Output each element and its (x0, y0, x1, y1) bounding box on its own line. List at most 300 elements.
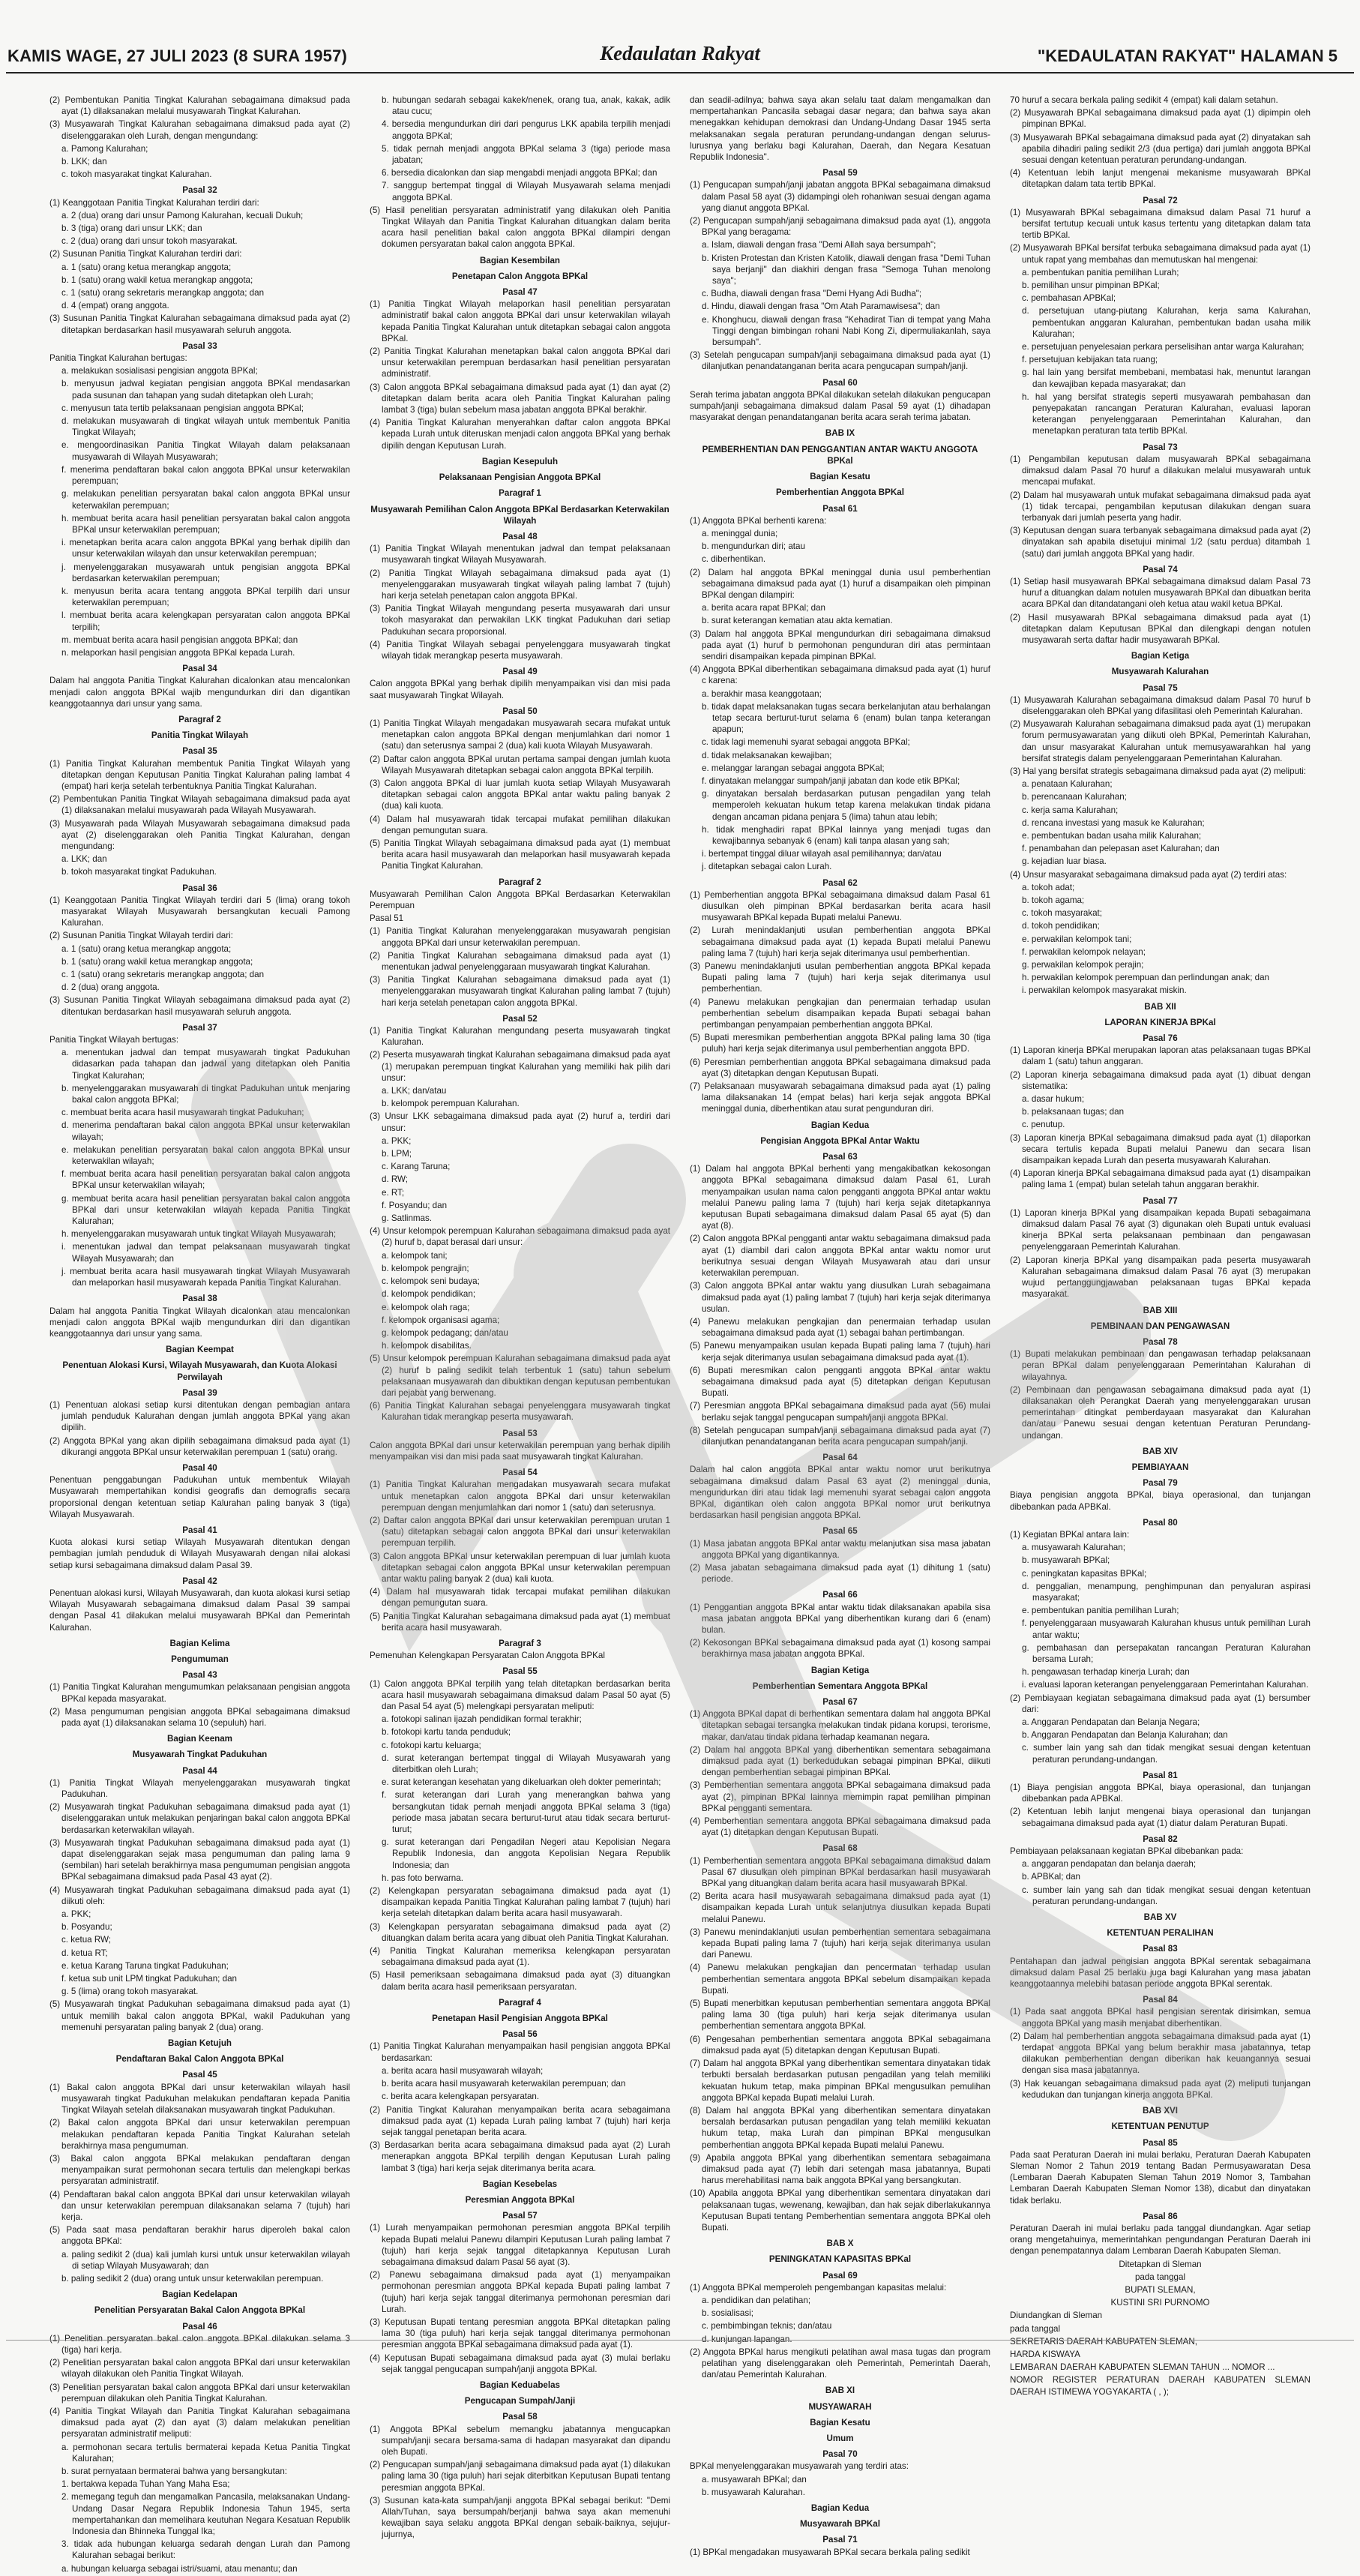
paragraph: h. menyelenggarakan musyawarah untuk tingkat Wilayah Musyawarah; (61, 1229, 337, 1240)
paragraph: d. melakukan musyawarah di tingkat wilayah untuk membentuk Panitia Tingkat Wilayah; (61, 416, 350, 438)
paragraph: b. kelompok perempuan Kalurahan. (382, 1099, 520, 1109)
paragraph: (6) Panitia Tingkat Kalurahan sebagai penyelenggara musyawarah tingkat Kalurahan tidak merangkap peserta musyawarah. (370, 1401, 670, 1423)
section-heading: Pasal 68 (822, 1843, 858, 1854)
paragraph: (3) Hal yang bersifat strategis sebagaimana dimaksud pada ayat (2) meliputi: (1010, 766, 1307, 776)
paragraph: c. 1 (satu) orang sekretaris merangkap anggota; dan (61, 970, 265, 980)
paragraph: h. membuat berita acara hasil penelitian persyaratan bakal calon anggota BPKal unsur keterwakilan perempuan; (61, 513, 350, 535)
paragraph: c. pembimbingan teknis; dan/atau (702, 2321, 832, 2332)
paragraph: g. Satlinmas. (382, 1213, 433, 1224)
section-heading: Pasal 59 (822, 168, 858, 178)
section-heading: Pengumuman (171, 1654, 229, 1664)
paragraph: (2) Masa pengumuman pengisian anggota BPKal sebagaimana dimaksud pada ayat (1) dilaksanakan selama 10 (sepuluh) hari. (49, 1706, 350, 1728)
paragraph: (3) Panewu menindaklanjuti usulan pemberhentian anggota BPKal kepada Bupati paling lama 7 (tujuh) hari kerja sejak diterimanya usul pemberhentian. (690, 961, 990, 994)
paragraph: (1) Calon anggota BPKal terpilih yang telah ditetapkan berdasarkan berita acara hasil musyawarah sebagaimana dimaksud dalam Pasal 50 ayat (5) dan Pasal 54 ayat (5) melengkapi persyaratan meliputi: (370, 1678, 670, 1711)
paragraph: (6) Peresmian pemberhentian anggota BPKal sebagaimana dimaksud pada ayat (3) ditetapkan dengan Keputusan Bupati. (690, 1057, 990, 1078)
section-heading: Pasal 80 (1143, 1517, 1178, 1528)
column-4 (1010, 94, 1311, 2576)
paragraph: (5) Unsur kelompok perempuan Kalurahan sebagaimana dimaksud pada ayat (2) huruf b paling sedikit telah terbentuk 1 (satu) tahun sebelum pelaksanaan musyawarah dan dibuktikan dengan keputusan pembentukan dari pejabat yang berwenang. (370, 1354, 670, 1398)
paragraph: a. pendidikan dan pelatihan; (702, 2295, 811, 2305)
section-heading: PENINGKATAN KAPASITAS BPKal (768, 2254, 912, 2265)
paragraph: Panitia Tingkat Kalurahan bertugas: (49, 353, 187, 364)
section-heading: Pasal 47 (502, 287, 538, 298)
section-heading: Pasal 37 (182, 1022, 217, 1033)
section-heading: Bagian Ketiga (1131, 651, 1190, 661)
section-heading: PEMBERHENTIAN DAN PENGGANTIAN ANTAR WAKTU ANGGOTA BPKal (702, 444, 978, 466)
paragraph: (1) Anggota BPKal dapat di berhentikan sementara dalam hal anggota BPKal ditetapkan sebagai tersangka melakukan tindak pidana korupsi, terorisme, makar, dan/atau tindak pidana terhadap keamanan negara. (690, 1709, 990, 1742)
paragraph: (1) Panitia Tingkat Kalurahan menyelenggarakan musyawarah pengisian anggota BPKal dari unsur keterwakilan perempuan. (370, 926, 670, 948)
paragraph: d. kunjungan lapangan. (702, 2334, 792, 2344)
paragraph: HARDA KISWAYA (1010, 2349, 1080, 2359)
paragraph: (3) Susunan Panitia Tingkat Kalurahan sebagaimana dimaksud pada ayat (2) ditetapkan berdasarkan hasil musyawarah seluruh anggota. (49, 313, 350, 335)
paragraph: (3) Dalam hal anggota BPKal mengundurkan diri sebagaimana dimaksud pada ayat (1) huruf b permohonan pengunduran diri atas permintaan sendiri disampaikan kepada pimpinan BPKal. (690, 628, 990, 661)
paragraph: (4) Panitia Tingkat Wilayah dan Panitia Tingkat Kalurahan sebagaimana dimaksud pada ayat (2) dan ayat (3) dalam melakukan penelitian persyaratan administratif meliputi: (49, 2406, 350, 2440)
section-heading: Penelitian Persyaratan Bakal Calon Anggota BPKal (94, 2305, 306, 2316)
section-heading: KETENTUAN PERALIHAN (1107, 1928, 1214, 1939)
paragraph: Pada saat Peraturan Daerah ini mulai berlaku, Peraturan Daerah Kabupaten Sleman Nomor 2 Tahun 2019 tentang Badan Permusyawaratan Desa (Lembaran Daerah Kabupaten Sleman Tahun 2019 Nomor 3, Tambahan Lembaran Daerah Kabupaten Sleman Nomor 138), dicabut dan dinyatakan tidak berlaku. (1010, 2149, 1311, 2206)
section-heading: PEMBIAYAAN (1131, 1462, 1189, 1472)
paragraph: (2) Panitia Tingkat Kalurahan menetapkan bakal calon anggota BPKal dari unsur keterwakilan perempuan berdasarkan hasil penelitian persyaratan administratif. (370, 346, 670, 379)
section-heading: Pasal 62 (822, 877, 858, 888)
paragraph: c. peningkatan kapasitas BPKal; (1022, 1568, 1147, 1579)
section-heading: Bagian Kesembilan (480, 255, 560, 265)
paragraph: g. kelompok pedagang; dan/atau (382, 1327, 508, 1338)
paragraph: d. ketua RT; (61, 1948, 108, 1958)
paragraph: (4) Musyawarah tingkat Padukuhan sebagaimana dimaksud pada ayat (1) diikuti oleh: (49, 1885, 350, 1906)
paragraph: (1) Bupati melakukan pembinaan dan pengawasan terhadap pelaksanaan peran BPKal dalam penyelenggaraan Pemerintahan Kalurahan di wilayahnya. (1010, 1349, 1311, 1382)
section-heading: Pengucapan Sumpah/Janji (464, 2396, 576, 2407)
section-heading: Bagian Kesepuluh (481, 456, 559, 466)
paragraph: h. pengawasan terhadap kinerja Lurah; dan (1022, 1667, 1190, 1678)
paragraph: a. melakukan sosialisasi pengisian anggota BPKal; (61, 366, 258, 376)
paragraph: dan seadil-adilnya; bahwa saya akan selalu taat dalam mengamalkan dan mempertahankan Pancasila sebagai dasar negara; dan bahwa saya akan menegakkan kehidupan demokrasi dan Undang-Undang Dasar 1945 serta melaksanakan segala peraturan perundang-undangan dengan selurus-lurusnya yang berlaku bagi Kalurahan, Daerah, dan Negara Kesatuan Republik Indonesia". (690, 95, 990, 163)
paragraph: c. 1 (satu) orang sekretaris merangkap anggota; dan (61, 288, 265, 298)
paragraph: (2) Berita acara hasil musyawarah sebagaimana dimaksud pada ayat (1) disampaikan kepada Lurah untuk selanjutnya diusulkan kepada Bupati melalui Panewu. (690, 1891, 990, 1924)
section-heading: Pemberhentian Anggota BPKal (776, 487, 904, 498)
paragraph: (1) Lurah menyampaikan permohonan peresmian anggota BPKal terpilih kepada Bupati melalui Panewu dilampiri Keputusan Lurah paling lambat 7 (tujuh) hari kerja sejak tanggal ditetapkannya Keputusan Lurah sebagaimana dimaksud dalam Pasal 56 ayat (3). (370, 2223, 670, 2267)
paragraph: g. pembahasan dan persepakatan rancangan Peraturan Kalurahan bersama Lurah; (1022, 1642, 1311, 1664)
paragraph: h. kelompok disabilitas. (382, 1341, 472, 1351)
paragraph: c. tokoh masyarakat; (1022, 908, 1102, 919)
section-heading: Peresmian Anggota BPKal (465, 2194, 575, 2205)
paragraph: c. membuat berita acara hasil musyawarah tingkat Padukuhan; (61, 1108, 304, 1118)
paragraph: a. anggaran pendapatan dan belanja daerah; (1022, 1859, 1197, 1870)
paragraph: d. 4 (empat) orang anggota. (61, 301, 169, 311)
paragraph: (2) Calon anggota BPKal pengganti antar waktu sebagaimana dimaksud pada ayat (1) diambil dari calon anggota BPKal antar waktu nomor urut berikutnya sesuai dengan Wilayah Musyawarah atau dari unsur keterwakilan perempuan. (690, 1234, 990, 1279)
paragraph: (1) Penelitian persyaratan bakal calon anggota BPKal dilakukan selama 3 (tiga) hari kerja. (49, 2333, 350, 2355)
paragraph: e. persetujuan penyelesaian perkara perselisihan antar warga Kalurahan; (1022, 342, 1305, 352)
paragraph: (4) Pendaftaran bakal calon anggota BPKal dari unsur keterwakilan wilayah dan unsur keterwakilan perempuan dilaksanakan selama 7 (tujuh) hari kerja. (49, 2189, 350, 2222)
paragraph: e. melakukan penelitian persyaratan bakal calon anggota BPKal unsur keterwakilan wilayah; (61, 1144, 350, 1167)
paragraph: b. tokoh agama; (1022, 895, 1085, 905)
paragraph: k. menyusun berita acara tentang anggota BPKal terpilih dari unsur keterwakilan perempuan; (61, 586, 350, 608)
paragraph: (4) Keputusan Bupati sebagaimana dimaksud pada ayat (3) mulai berlaku sejak tanggal pengucapan sumpah/janji anggota BPKal. (370, 2353, 670, 2374)
paragraph: e. ketua Karang Taruna tingkat Padukuhan; (61, 1960, 229, 1971)
paragraph: (2) Susunan Panitia Tingkat Wilayah terdiri dari: (49, 931, 233, 941)
paragraph: g. perwakilan kelompok perajin; (1022, 960, 1144, 970)
section-heading: BAB IX (825, 428, 855, 439)
section-heading: Bagian Kesebelas (482, 2179, 558, 2189)
paragraph: c. kelompok seni budaya; (382, 1276, 480, 1287)
paragraph: (3) Pemberhentian sementara anggota BPKal sebagaimana dimaksud pada ayat (2), pimpinan BPKal lainnya memimpin rapat pemilihan pimpinan BPKal pengganti sementara. (690, 1780, 990, 1813)
paragraph: (2) Masa jabatan sebagaimana dimaksud pada ayat (1) dihitung 1 (satu) periode. (690, 1562, 990, 1585)
paragraph: (1) Laporan kinerja BPKal yang disampaikan kepada Bupati sebagaimana dimaksud dalam Pasal 76 ayat (3) digunakan oleh Bupati untuk evaluasi kinerja BPKal serta pelaksanaan pembinaan dan pengawasan penyelenggaraan Pemerintah Kalurahan. (1010, 1207, 1311, 1252)
section-heading: Musyawarah Kalurahan (1111, 667, 1209, 677)
column-1 (49, 94, 350, 2576)
paragraph: a. LKK; dan/atau (382, 1086, 447, 1096)
paragraph: Serah terima jabatan anggota BPKal dilakukan setelah dilakukan pengucapan sumpah/janji sebagaimana dimaksud dalam Pasal 59 ayat (1) dihadapan masyarakat dengan penandatanganan berita acara serah terima jabatan. (690, 389, 990, 423)
section-heading: Pasal 84 (1143, 1995, 1178, 2005)
article-columns (49, 94, 1311, 2574)
paragraph: pada tanggal (1134, 2272, 1186, 2282)
paragraph: (3) Musyawarah Tingkat Kalurahan sebagaimana dimaksud pada ayat (2) diselenggarakan oleh Lurah, dengan mengundang: (49, 119, 350, 141)
paragraph: f. kelompok organisasi agama; (382, 1315, 500, 1325)
section-heading: Pasal 66 (822, 1590, 858, 1600)
paragraph: b. menyusun jadwal kegiatan pengisian anggota BPKal mendasarkan pada susunan dan tahapan yang sudah ditetapkan oleh Lurah; (61, 379, 350, 400)
paragraph: (6) Pengesahan pemberhentian sementara anggota BPKal sebagaimana dimaksud pada ayat (5) ditetapkan dengan Keputusan Bupati. (690, 2034, 990, 2056)
paragraph: (5) Panewu menyampaikan usulan kepada Bupati paling lama 7 (tujuh) hari kerja sejak diterimanya usulan sebagaimana dimaksud pada ayat (1). (690, 1341, 990, 1363)
paragraph: (3) Calon anggota BPKal unsur keterwakilan perempuan di luar jumlah kuota ditetapkan sebagai calon anggota BPKal unsur keterwakilan perempuan antar waktu paling banyak 2 (dua) kali kuota. (370, 1551, 670, 1584)
paragraph: (3) Susunan Panitia Tingkat Wilayah sebagaimana dimaksud pada ayat (2) ditentukan berdasarkan hasil musyawarah seluruh anggota. (49, 995, 350, 1017)
paragraph: (2) Daftar calon anggota BPKal urutan pertama sampai dengan jumlah kuota Wilayah Musyawarah ditetapkan sebagai calon anggota BPKal terpilih. (370, 754, 670, 775)
paragraph: Penentuan alokasi kursi, Wilayah Musyawarah, dan kuota alokasi kursi setiap Wilayah Musyawarah sebagaimana dimaksud dalam Pasal 39 sampai dengan Pasal 41 dilakukan melalui musyawarah BPKal dan Pemerintah Kalurahan. (49, 1588, 350, 1633)
section-heading: Pasal 34 (182, 664, 217, 674)
paragraph: Biaya pengisian anggota BPKal, biaya operasional, dan tunjangan dibebankan pada APBKal. (1010, 1490, 1311, 1512)
paragraph: 5. tidak pernah menjadi anggota BPKal selama 3 (tiga) periode masa jabatan; (382, 143, 670, 166)
section-heading: Pasal 48 (502, 531, 538, 541)
paragraph: Kuota alokasi kursi setiap Wilayah Musyawarah ditentukan dengan pembagian jumlah penduduk di Wilayah Musyawarah dengan nilai alokasi setiap kursi sebagaimana dimaksud dalam Pasal 39. (49, 1537, 350, 1570)
paragraph: b. pelaksanaan tugas; dan (1022, 1107, 1125, 1117)
paragraph: (4) Panewu melakukan pengkajian dan penermaian terhadap usulan sebagaimana dimaksud pada ayat (1) sebagai bahan pertimbangan. (690, 1316, 990, 1339)
paragraph: (2) Pengucapan sumpah/janji sebagaimana dimaksud pada ayat (1), anggota BPKal yang beragama: (690, 216, 990, 238)
paragraph: n. melaporkan hasil pengisian anggota BPKal kepada Lurah. (61, 647, 295, 658)
paragraph: (1) Biaya pengisian anggota BPKal, biaya operasional, dan tunjangan dibebankan pada APBKal. (1010, 1783, 1311, 1804)
paragraph: a. menentukan jadwal dan tempat musyawarah tingkat Padukuhan didasarkan pada tahapan dan jadwal yang ditetapkan oleh Panitia Tingkat Kalurahan; (61, 1048, 350, 1081)
paragraph: 6. bersedia dicalonkan dan siap mengabdi menjadi anggota BPKal; dan (382, 168, 658, 178)
paragraph: (3) Keputusan dengan suara terbanyak sebagaimana dimaksud pada ayat (2) dinyatakan sah apabila disetujui minimal 1/2 (satu perdua) ditambah 1 (satu) dari jumlah anggota BPKal yang hadir. (1010, 526, 1311, 559)
paragraph: d. penggalian, menampung, penghimpunan dan penyaluran aspirasi masyarakat; (1022, 1581, 1311, 1603)
paragraph: h. pas foto berwarna. (382, 1873, 463, 1883)
paragraph: d. persetujuan utang-piutang Kalurahan, kerja sama Kalurahan, pembentukan anggaran Kalurahan, pembentukan badan usaha milik Kalurahan; (1022, 306, 1311, 339)
paragraph: (2) Musyawarah tingkat Padukuhan sebagaimana dimaksud pada ayat (1) diselenggarakan untuk melakukan penjaringan bakal calon anggota BPKal berdasarkan keterwakilan wilayah. (49, 1802, 350, 1835)
paragraph: e. melanggar larangan sebagai anggota BPKal; (702, 763, 885, 773)
section-heading: Pasal 40 (182, 1462, 217, 1473)
paragraph: Pasal 51 (370, 913, 404, 924)
section-heading: Pasal 42 (182, 1576, 217, 1586)
paragraph: a. 1 (satu) orang ketua merangkap anggota; (61, 262, 232, 272)
paragraph: Penentuan penggabungan Padukuhan untuk membentuk Wilayah Musyawarah mempertahikan kondisi geografis dan demografis secara proporsional dengan ketentuan setiap Kalurahan paling banyak 3 (tiga) Wilayah Musyawarah. (49, 1475, 350, 1519)
section-heading: Pasal 58 (502, 2412, 538, 2422)
section-heading: Pasal 54 (502, 1468, 538, 1478)
footer-rule (6, 2340, 1354, 2341)
section-heading: Pasal 75 (1143, 682, 1178, 693)
paragraph: b. menyelenggarakan musyawarah di tingkat Padukuhan untuk menjaring bakal calon anggota BPKal; (61, 1083, 350, 1105)
paragraph: (7) Peresmian anggota BPKal sebagaimana dimaksud pada ayat (56) mulai berlaku sejak tanggal pengucapan sumpah/janji anggota BPKal. (690, 1401, 990, 1423)
paragraph: (4) Ketentuan lebih lanjut mengenai mekanisme musyawarah BPKal ditetapkan dalam tata tertib BPKal. (1010, 168, 1311, 190)
paragraph: (3) Musyawarah pada Wilayah Musyawarah sebagaimana dimaksud pada ayat (2) diselenggarakan oleh Panitia Tingkat Kalurahan, dengan mengundang: (49, 818, 350, 851)
paragraph: e. pembentukan badan usaha milik Kalurahan; (1022, 830, 1202, 841)
paragraph: b. hubungan sedarah sebagai kakek/nenek, orang tua, anak, kakak, adik atau cucu; (382, 95, 670, 117)
paragraph: (3) Setelah pengucapan sumpah/janji sebagaimana dimaksud pada ayat (1) dilanjutkan penandatanganan berita acara pengucapan sumpah/janji. (690, 350, 990, 372)
section-heading: Pasal 73 (1143, 442, 1178, 452)
paragraph: (2) Laporan kinerja BPKal yang disampaikan pada peserta musyawarah Kalurahan sebagaimana dimaksud dalam Pasal 76 ayat (3) merupakan wujud pertanggungjawaban pelaksanaan tugas BPKal kepada masyarakat. (1010, 1255, 1311, 1300)
paragraph: b. sosialisasi; (702, 2308, 753, 2319)
section-heading: Pasal 41 (182, 1525, 217, 1535)
paragraph: i. menentukan jadwal dan tempat pelaksanaan musyawarah tingkat Wilayah Musyawarah; dan (61, 1242, 350, 1264)
paragraph: h. perwakilan kelompok perempuan dan perlindungan anak; dan (1022, 973, 1270, 983)
paragraph: (5) Hasil penelitian persyaratan administratif yang dilakukan oleh Panitia Tingkat Wilayah dan Panitia Tingkat Kalurahan dituangkan dalam berita acara hasil penelitian bakal calon anggota BPKal dilampiri dengan dokumen persyaratan bakal calon anggota BPKal. (370, 205, 670, 250)
paragraph: e. Khonghucu, diawali dengan frasa "Kehadirat Tian di tempat yang Maha Tinggi dengan bimbingan rohani Nabi Kong Zi, dipermuliakanlah, saya bersumpah". (702, 314, 990, 348)
paragraph: b. pemilihan unsur pimpinan BPKal; (1022, 280, 1160, 291)
paragraph: g. melakukan penelitian persyaratan bakal calon anggota BPKal unsur keterwakilan perempuan; (61, 489, 350, 511)
paragraph: (1) Musyawarah BPKal sebagaimana dimaksud dalam Pasal 71 huruf a bersifat tertutup kecuali untuk kasus tertentu yang ditetapkan dalam tata tertib BPKal. (1010, 207, 1311, 241)
paragraph: a. fotokopi salinan ijazah pendidikan formal terakhir; (382, 1714, 582, 1725)
paragraph: g. kejadian luar biasa. (1022, 856, 1107, 867)
paragraph: b. surat keterangan kematian atau akta kematian. (702, 616, 893, 626)
paragraph: LEMBARAN DAERAH KABUPATEN SLEMAN TAHUN ... NOMOR ... (1010, 2362, 1275, 2373)
section-heading: Pasal 32 (182, 185, 217, 196)
section-heading: Pasal 43 (182, 1670, 217, 1681)
paragraph: (3) Panewu menindaklanjuti usulan pemberhentian sementara sebagaimana kepada Bupati paling lama 7 (tujuh) hari kerja sejak diterimanya usulan dari Panewu. (690, 1927, 990, 1960)
paragraph: 2. memegang teguh dan mengamalkan Pancasila, melaksanakan Undang-Undang Dasar Negara Republik Indonesia Tahun 1945, serta mempertahankan dan memelihara keutuhan Negara Kesatuan Republik Indonesia dan Bhinneka Tunggal Ika; (61, 2492, 350, 2536)
paragraph: (3) Unsur LKK sebagaimana dimaksud pada ayat (2) huruf a, terdiri dari unsur: (370, 1111, 670, 1133)
section-heading: Umum (826, 2433, 854, 2443)
paragraph: 4. bersedia mengundurkan diri dari pengurus LKK apabila terpilih menjadi anggota BPKal; (382, 119, 670, 141)
paragraph: (5) Bupati menerbitkan keputusan pemberhentian sementara anggota BPKal paling lama 30 (tiga puluh) hari kerja sejak diterimanya usulan pemberhentian sementara anggota BPKal. (690, 1999, 990, 2032)
section-heading: Paragraf 3 (499, 1638, 541, 1648)
paragraph: pada tanggal (1010, 2323, 1061, 2334)
paragraph: (1) Musyawarah Kalurahan sebagaimana dimaksud dalam Pasal 70 huruf b diselenggarakan oleh BPKal yang difasilitasi oleh Pemerintah Kalurahan. (1010, 694, 1311, 716)
paragraph: (4) Unsur masyarakat sebagaimana dimaksud pada ayat (2) terdiri atas: (1010, 869, 1287, 880)
paragraph: (3) Kelengkapan persyaratan sebagaimana dimaksud pada ayat (2) dituangkan dalam berita acara yang dibuat oleh Panitia Tingkat Kalurahan. (370, 1921, 670, 1943)
paragraph: (1) Penentuan alokasi setiap kursi ditentukan dengan pembagian antara jumlah penduduk Kalurahan dengan jumlah anggota BPKal yang akan dipilih. (49, 1399, 350, 1433)
section-heading: Bagian Keempat (166, 1345, 234, 1355)
paragraph: (3) Berdasarkan berita acara sebagaimana dimaksud pada ayat (2) Lurah menerapkan anggota BPKal terpilih dengan Keputusan Lurah paling lambat 3 (tiga) hari kerja sejak diterimanya berita acara. (370, 2140, 670, 2173)
paragraph: (1) Penggantian anggota BPKal antar waktu tidak dilaksanakan apabila sisa masa jabatan anggota BPKal yang diberhentikan kurang dari 6 (enam) bulan. (690, 1602, 990, 1635)
paragraph: (4) Unsur kelompok perempuan Kalurahan sebagaimana dimaksud pada ayat (2) huruf b, dapat berasal dari unsur: (370, 1226, 670, 1248)
paragraph: c. Budha, diawali dengan frasa "Demi Hyang Adi Budha"; (702, 289, 922, 299)
paragraph: b. musyawarah Kalurahan. (702, 2487, 805, 2497)
paragraph: a. tokoh adat; (1022, 882, 1075, 892)
paragraph: (2) Anggota BPKal yang akan dipilih sebagaimana dimaksud pada ayat (1) dikurangi anggota BPKal unsur keterwakilan perempuan 1 (satu) orang. (49, 1435, 350, 1457)
paragraph: b. 1 (satu) orang wakil ketua merangkap anggota; (61, 274, 253, 285)
section-heading: Pasal 39 (182, 1387, 217, 1398)
paragraph: (2) Kelengkapan persyaratan sebagaimana dimaksud pada ayat (1) disampaikan kepada Panitia Tingkat Kalurahan paling lambat 7 (tujuh) hari kerja setelah ditetapkan dalam berita acara hasil musyawarah. (370, 1886, 670, 1919)
paragraph: a. meninggal dunia; (702, 528, 778, 538)
paragraph: c. pembahasan APBKal; (1022, 293, 1116, 304)
paragraph: Dalam hal calon anggota BPKal antar waktu nomor urut berikutnya sebagaimana dimaksud dalam Pasal 63 ayat (2) meninggal dunia, mengundurkan diri atau tidak lagi memenuhi syarat sebagai calon anggota BPKal, digantikan oleh calon anggota BPKal nomor urut berikutnya berdasarkan hasil pengisian anggota BPKal. (690, 1465, 990, 1521)
section-heading: KETENTUAN PENUTUP (1111, 2122, 1209, 2132)
paragraph: h. tidak menghadiri rapat BPKal lainnya yang menjadi tugas dan kewajibannya sebanyak 6 (enam) kali tanpa alasan yang sah; (702, 824, 990, 846)
paragraph: (3) Calon anggota BPKal sebagaimana dimaksud pada ayat (1) dan ayat (2) ditetapkan dalam berita acara oleh Panitia Tingkat Kalurahan paling lambat 3 (tiga) bulan sebelum masa jabatan anggota BPKal berakhir. (370, 382, 670, 415)
paragraph: (3) Hak keuangan sebagaimana dimaksud pada ayat (2) meliputi tunjangan kedudukan dan tunjangan kinerja anggota BPKal. (1010, 2078, 1311, 2100)
section-heading: Bagian Keduabelas (480, 2380, 560, 2390)
paragraph: (1) Anggota BPKal berhenti karena: (690, 515, 827, 526)
paragraph: (3) Susunan kata-kata sumpah/janji anggota BPKal sebagai berikut: "Demi Allah/Tuhan, saya bersumpah/berjanji bahwa saya akan memenuhi kewajiban saya selaku anggota BPKal dengan sebaik-baiknya, sejujur-jujurnya, (370, 2495, 670, 2540)
paragraph: a. musyawarah BPKal; dan (702, 2474, 807, 2485)
paragraph: (3) Laporan kinerja BPKal sebagaimana dimaksud pada ayat (1) dilaporkan secara tertulis kepada Bupati melalui Panewu dan secara lisan disampaikan kepada Lurah dan peserta musyawarah Kalurahan. (1010, 1132, 1311, 1166)
section-heading: Pasal 85 (1143, 2137, 1178, 2148)
paragraph: (5) Hasil pemeriksaan sebagaimana dimaksud pada ayat (3) dituangkan dalam berita acara hasil pemeriksaan persyaratan. (370, 1970, 670, 1992)
paragraph: a. Islam, diawali dengan frasa "Demi Allah saya bersumpah"; (702, 240, 936, 250)
paragraph: b. LKK; dan (61, 157, 107, 167)
section-heading: Pasal 64 (822, 1453, 858, 1463)
section-heading: Musyawarah Tingkat Padukuhan (132, 1750, 268, 1760)
section-heading: Penetapan Hasil Pengisian Anggota BPKal (432, 2014, 608, 2024)
paragraph: (3) Keputusan Bupati tentang peresmian anggota BPKal ditetapkan paling lama 30 (tiga puluh) hari kerja sejak tanggal diterimanya permohonan peresmian anggota BPKal sebagaimana dimaksud pada ayat (1). (370, 2317, 670, 2350)
paragraph: NOMOR REGISTER PERATURAN DAERAH KABUPATEN SLEMAN DAERAH ISTIMEWA YOGYAKARTA ( , ); (1010, 2375, 1311, 2397)
section-heading: Pasal 78 (1143, 1336, 1178, 1347)
paragraph: a. PKK; (382, 1135, 412, 1146)
paragraph: (2) Pengucapan sumpah/janji sebagaimana dimaksud pada ayat (1) dilakukan paling lama 30 (tiga puluh) hari sejak diterbitkan Keputusan Bupati tentang peresmian anggota BPKal. (370, 2460, 670, 2493)
paragraph: a. 2 (dua) orang dari unsur Pamong Kalurahan, kecuali Dukuh; (61, 210, 304, 220)
newspaper-logo: Kedaulatan Rakyat (600, 42, 760, 64)
issue-date: KAMIS WAGE, 27 JULI 2023 (8 SURA 1957) (7, 46, 348, 65)
paragraph: (1) Pada saat anggota BPKal hasil pengisian serentak dirisimkan, semua anggota BPKal yang masih menjabat diberhentikan. (1010, 2007, 1311, 2029)
paragraph: g. hal lain yang bersifat membebani, membatasi hak, menuntut larangan dan kewajiban kepada masyarakat; dan (1022, 367, 1311, 389)
paragraph: (5) Panitia Tingkat Wilayah sebagaimana dimaksud pada ayat (1) membuat berita acara hasil musyawarah dan melaporkan hasil musyawarah kepada Panitia Tingkat Kalurahan. (370, 838, 670, 871)
paragraph: (2) Pembinaan dan pengawasan sebagaimana dimaksud pada ayat (1) dilaksanakan oleh Perangkat Daerah yang menyelenggarakan urusan pemerintahan ditingkat pemberdayaan masyarakat dan Kalurahan dan/atau Panewu sesuai dengan ketentuan Peraturan Perundang-undangan. (1010, 1384, 1311, 1441)
paragraph: b. fotokopi kartu tanda penduduk; (382, 1727, 511, 1738)
paragraph: (1) Masa jabatan anggota BPKal antar waktu melanjutkan sisa masa jabatan anggota BPKal yang digantikannya. (690, 1538, 990, 1560)
paragraph: (2) Hasil musyawarah BPKal sebagaimana dimaksud pada ayat (1) ditetapkan dalam Keputusan BPKal dan dilengkapi dengan notulen musyawarah serta daftar hadir musyawarah BPKal. (1010, 612, 1311, 645)
paragraph: (7) Dalam hal anggota BPKal yang diberhentikan sementara dinyatakan tidak terbukti bersalah berdasarkan putusan pengadilan yang telah memiliki kekuatan hukum tetap, maka pimpinan BPKal mengusulkan pemulihan anggota BPKal kepada Bupati melalui Lurah. (690, 2059, 990, 2103)
section-heading: Pasal 74 (1143, 564, 1178, 574)
section-heading: Bagian Kesatu (810, 2417, 870, 2428)
paragraph: (1) Panitia Tingkat Wilayah mengadakan musyawarah secara mufakat untuk menetapkan calon anggota BPKal dengan menjumlahkan dari nomor 1 (satu) dan seterusnya sampai 2 (dua) kali kuota Wilayah Musyawarah. (370, 718, 670, 751)
paragraph: e. RT; (382, 1187, 405, 1198)
paragraph: 7. sanggup bertempat tinggal di Wilayah Musyawarah selama menjadi anggota BPKal. (382, 181, 670, 202)
section-heading: Pasal 56 (502, 2029, 538, 2040)
paragraph: a. berita acara rapat BPKal; dan (702, 603, 825, 613)
paragraph: b. APBKal; dan (1022, 1872, 1080, 1882)
section-heading: Pendaftaran Bakal Calon Anggota BPKal (115, 2054, 284, 2065)
paragraph: (9) Apabila anggota BPKal yang diberhentikan sementara sebagaimana dimaksud pada ayat (7) lebih dari setengah masa jabatannya, Bupati harus merehabilitasi nama baik anggota BPKal yang bersangkutan. (690, 2152, 990, 2186)
section-heading: Pasal 38 (182, 1294, 217, 1304)
section-heading: Pasal 81 (1143, 1770, 1178, 1780)
paragraph: j. ditetapkan sebagai calon Lurah. (702, 862, 832, 872)
paragraph: (2) Dalam hal pemberhentian anggota sebagaimana dimaksud pada ayat (1) terdapat anggota BPKal yang belum berakhir masa jabatannya, tetap dilakukan pemberhentian dengan diberikan hak keuangannya sesuai dengan sisa masa jabatannya. (1010, 2031, 1311, 2076)
section-heading: Pasal 60 (822, 377, 858, 388)
paragraph: b. tokoh masyarakat tingkat Padukuhan. (61, 867, 217, 877)
section-heading: Musyawarah BPKal (800, 2519, 880, 2530)
paragraph: g. dinyatakan bersalah berdasarkan putusan pengadilan yang telah memperoleh kekuatan hukum tetap karena melakukan tindak pidana dengan ancaman pidana penjara 5 (lima) tahun atau lebih; (702, 789, 990, 822)
paragraph: (1) Panitia Tingkat Kalurahan mengundang peserta musyawarah tingkat Kalurahan. (370, 1026, 670, 1048)
paragraph: Panitia Tingkat Wilayah bertugas: (49, 1035, 179, 1045)
section-heading: Paragraf 4 (499, 1997, 541, 2008)
paragraph: d. rencana investasi yang masuk ke Kalurahan; (1022, 817, 1205, 828)
section-heading: BAB XV (1143, 1912, 1177, 1923)
paragraph: (1) Keanggotaan Panitia Tingkat Kalurahan terdiri dari: (49, 197, 259, 208)
paragraph: (1) Panitia Tingkat Kalurahan membentuk Panitia Tingkat Wilayah yang ditetapkan dengan Keputusan Panitia Tingkat Kalurahan paling lambat 4 (empat) hari kerja setelah terbentuknya Panitia Tingkat Kalurahan. (49, 758, 350, 791)
paragraph: b. surat pernyataan bermaterai bahwa yang bersangkutan: (61, 2466, 287, 2476)
paragraph: a. musyawarah Kalurahan; (1022, 1543, 1125, 1553)
paragraph: (3) Penelitian persyaratan bakal calon anggota BPKal dari unsur keterwakilan perempuan dilakukan oleh Panitia Tingkat Kalurahan. (49, 2382, 350, 2404)
paragraph: b. Kristen Protestan dan Kristen Katolik, diawali dengan frasa "Demi Tuhan saya berjanji" dan diakhiri dengan frasa "Semoga Tuhan menolong saya"; (702, 253, 990, 286)
section-heading: Bagian Keenam (167, 1734, 232, 1744)
paragraph: Pentahapan dan jadwal pengisian anggota BPKal serentak sebagaimana dimaksud dalam Pasal 25 berlaku juga bagi Kalurahan yang masa jabatan keanggotaannya melebihi batasan periode anggota BPKal serentak. (1010, 1956, 1311, 1990)
paragraph: b. mengundurkan diri; atau (702, 541, 805, 552)
section-heading: Pasal 63 (822, 1152, 858, 1162)
paragraph: f. membuat berita acara hasil penelitian persyaratan bakal calon anggota BPKal unsur keterwakilan wilayah; (61, 1169, 350, 1191)
paragraph: f. Posyandu; dan (382, 1200, 448, 1210)
paragraph: (1) Panitia Tingkat Wilayah melaporkan hasil penelitian persyaratan administratif bakal calon anggota BPKal dari unsur keterwakilan wilayah kepada Panitia Tingkat Kalurahan untuk ditetapkan sebagai calon anggota BPKal. (370, 299, 670, 343)
section-heading: BAB XI (825, 2386, 855, 2396)
paragraph: e. kelompok olah raga; (382, 1302, 470, 1312)
paragraph: Peraturan Daerah ini mulai berlaku pada tanggal diundangkan. Agar setiap orang mengetahuinya, memerintahkan pengundangan Peraturan Daerah ini dengan penempatannya dalam Lembaran Daerah Kabupaten Sleman. (1010, 2223, 1311, 2257)
section-heading: Pasal 70 (822, 2449, 858, 2460)
paragraph: KUSTINI SRI PURNOMO (1110, 2298, 1210, 2308)
paragraph: a. berakhir masa keanggotaan; (702, 688, 822, 699)
paragraph: (2) Panewu sebagaimana dimaksud pada ayat (1) menyampaikan permohonan peresmian anggota BPKal kepada Bupati paling lambat 7 (tujuh) hari kerja sejak tanggal diterimanya permohonan peresmian dari Lurah. (370, 2270, 670, 2314)
paragraph: c. fotokopi kartu keluarga; (382, 1740, 481, 1750)
paragraph: (4) Panitia Tingkat Kalurahan menyerahkan daftar calon anggota BPKal kepada Lurah untuk diteruskan menjadi calon anggota BPKal yang berhak dipilih dengan Keputusan Lurah. (370, 418, 670, 451)
section-heading: Panitia Tingkat Wilayah (151, 730, 249, 741)
paragraph: b. 3 (tiga) orang dari unsur LKK; dan (61, 223, 202, 234)
paragraph: b. berita acara hasil musyawarah keterwakilan perempuan; dan (382, 2079, 626, 2089)
section-heading: BAB XII (1144, 1001, 1176, 1012)
section-heading: Bagian Ketiga (810, 1665, 870, 1675)
paragraph: (10) Apabila anggota BPKal yang diberhentikan sementara dinyatakan dari pelaksanaan tugas, wewenang, kewajiban, dan hak sejak diberlakukannya Keputusan Bupati tentang Pemberhentian sementara anggota BPKal oleh Bupati. (690, 2188, 990, 2233)
paragraph: (2) Lurah menindaklanjuti usulan pemberhentian anggota BPKal sebagaimana dimaksud pada ayat (1) kepada Bupati melalui Panewu paling lama 7 (tujuh) hari kerja sejak diterimanya usul pemberhentian. (690, 925, 990, 958)
paragraph: b. paling sedikit 2 (dua) orang untuk unsur keterwakilan perempuan. (61, 2273, 324, 2284)
paragraph: (2) Musyawarah Kalurahan sebagaimana dimaksud pada ayat (1) merupakan forum permusyawaratan yang diikuti oleh BPKal, Pemerintah Kalurahan, dan unsur masyarakat Kalurahan untuk memusyawarahkan hal yang bersifat strategis dalam penyelenggaraan Pemerintahan Kalurahan. (1010, 719, 1311, 763)
paragraph: (8) Dalam hal anggota BPKal yang diberhentikan sementara dinyatakan bersalah berdasarkan putusan pengadilan yang telah memiliki kekuatan hukum tetap, maka Lurah dan pimpinan BPKal mengusulkan pemberhentian anggota BPKal kepada Bupati melalui Panewu. (690, 2105, 990, 2150)
paragraph: (1) Anggota BPKal sebelum memangku jabatannya mengucapkan sumpah/janji secara bersama-sama di hadapan masyarakat dan dipandu oleh Bupati. (370, 2424, 670, 2457)
paragraph: i. evaluasi laporan keterangan penyelenggaraan Pemerintahan Kalurahan. (1022, 1680, 1309, 1690)
section-heading: Pasal 61 (822, 503, 858, 514)
paragraph: (1) Laporan kinerja BPKal merupakan laporan atas pelaksanaan tugas BPKal dalam 1 (satu) tahun anggaran. (1010, 1045, 1311, 1067)
paragraph: d. 2 (dua) orang anggota. (61, 982, 160, 993)
paragraph: (2) Kekosongan BPKal sebagaimana dimaksud pada ayat (1) kosong sampai berakhirnya masa jabatan anggota BPKal. (690, 1638, 990, 1660)
paragraph: (2) Pembiayaan kegiatan sebagaimana dimaksud pada ayat (1) bersumber dari: (1010, 1693, 1311, 1714)
paragraph: a. pembentukan panitia pemilihan Lurah; (1022, 267, 1179, 277)
paragraph: b. kelompok pengrajin; (382, 1263, 469, 1273)
section-heading: Pengisian Anggota BPKal Antar Waktu (760, 1135, 920, 1146)
paragraph: c. kerja sama Kalurahan; (1022, 805, 1119, 815)
paragraph: d. surat keterangan bertempat tinggal di Wilayah Musyawarah yang diterbitkan oleh Lurah; (382, 1753, 670, 1775)
section-heading: Pasal 83 (1143, 1944, 1178, 1954)
column-2 (370, 94, 670, 2576)
paragraph: l. membuat berita acara kelengkapan persyaratan calon anggota BPKal terpilih; (61, 610, 350, 632)
paragraph: BUPATI SLEMAN, (1125, 2284, 1196, 2295)
paragraph: c. menyusun tata tertib pelaksanaan pengisian anggota BPKal; (61, 403, 304, 413)
section-heading: Penentuan Alokasi Kursi, Wilayah Musyawarah, dan Kuota Alokasi Perwilayah (62, 1360, 337, 1382)
section-heading: Pasal 53 (502, 1428, 538, 1438)
section-heading: PEMBINAAN DAN PENGAWASAN (1090, 1321, 1230, 1331)
section-heading: Musyawarah Pemilihan Calon Anggota BPKal Berdasarkan Keterwakilan Wilayah (370, 504, 670, 526)
paragraph: (5) Pada saat masa pendaftaran berakhir harus diperoleh bakal calon anggota BPKal: (49, 2225, 350, 2247)
paragraph: a. Anggaran Pendapatan dan Belanja Negara; (1022, 1717, 1200, 1727)
paragraph: (3) Bakal calon anggota BPKal melakukan pendaftaran dengan menyampaikan surat permohonan secara tertulis dan melengkapi berkas persyaratan administratif. (49, 2153, 350, 2187)
paragraph: (1) Bakal calon anggota BPKal dari unsur keterwakilan wilayah hasil musyawarah tingkat Padukuhan melakukan pendaftaran kepada Panitia Tingkat Wilayah setelah dilaksanakan musyawarah tingkat Padukuhan. (49, 2082, 350, 2116)
paragraph: (3) Panitia Tingkat Wilayah mengundang peserta musyawarah dari unsur tokoh masyarakat dan perwakilan LKK tingkat Padukuhan dari setiap Padukuhan secara proporsional. (370, 604, 670, 637)
paragraph: c. tidak lagi memenuhi syarat sebagai anggota BPKal; (702, 737, 910, 748)
paragraph: a. penataan Kalurahan; (1022, 779, 1113, 790)
section-heading: BAB XVI (1142, 2106, 1179, 2116)
paragraph: j. menyelenggarakan musyawarah untuk pengisian anggota BPKal berdasarkan keterwakilan perempuan; (61, 562, 350, 583)
paragraph: a. berita acara hasil musyawarah wilayah; (382, 2065, 544, 2076)
paragraph: (3) Musyawarah BPKal sebagaimana dimaksud pada ayat (2) dinyatakan sah apabila dihadiri paling sedikit 2/3 (dua pertiga) dari jumlah anggota BPKal sesuai dengan ketentuan peraturan perundang-undangan. (1010, 132, 1311, 166)
paragraph: Pembiayaan pelaksanaan kegiatan BPKal dibebankan pada: (1010, 1846, 1244, 1857)
section-heading: Pelaksanaan Pengisian Anggota BPKal (439, 472, 601, 483)
paragraph: (4) Panewu melakukan pengkajian dan penermaian terhadap usulan pemberhentian sebelum disampaikan kepada Bupati sebagai bahan pertimbangan penyampaian pemberhentian anggota BPKal. (690, 997, 990, 1030)
paragraph: d. menerima pendaftaran bakal calon anggota BPKal unsur keterwakilan wilayah; (61, 1120, 350, 1142)
paragraph: (1) Panitia Tingkat Kalurahan mengadakan musyawarah secara mufakat untuk menetapkan calon anggota BPKal dari unsur keterwakilan perempuan dengan menjumlahkan dari nomor 1 (satu) dan seterusnya. (370, 1480, 670, 1513)
paragraph: (1) Pengambilan keputusan dalam musyawarah BPKal sebagaimana dimaksud dalam Pasal 70 huruf a dilakukan melalui musyawarah untuk mencapai mufakat. (1010, 454, 1311, 487)
paragraph: (2) Pembentukan Panitia Tingkat Kalurahan sebagaimana dimaksud pada ayat (1) dilaksanakan melalui musyawarah Tingkat Kalurahan. (49, 95, 350, 117)
paragraph: (3) Panitia Tingkat Kalurahan sebagaimana dimaksud pada ayat (1) menyelenggarakan musyawarah tingkat Kalurahan paling lambat 7 (tujuh) hari kerja setelah penetapan calon anggota BPKal. (370, 975, 670, 1008)
section-heading: BAB X (826, 2239, 854, 2249)
